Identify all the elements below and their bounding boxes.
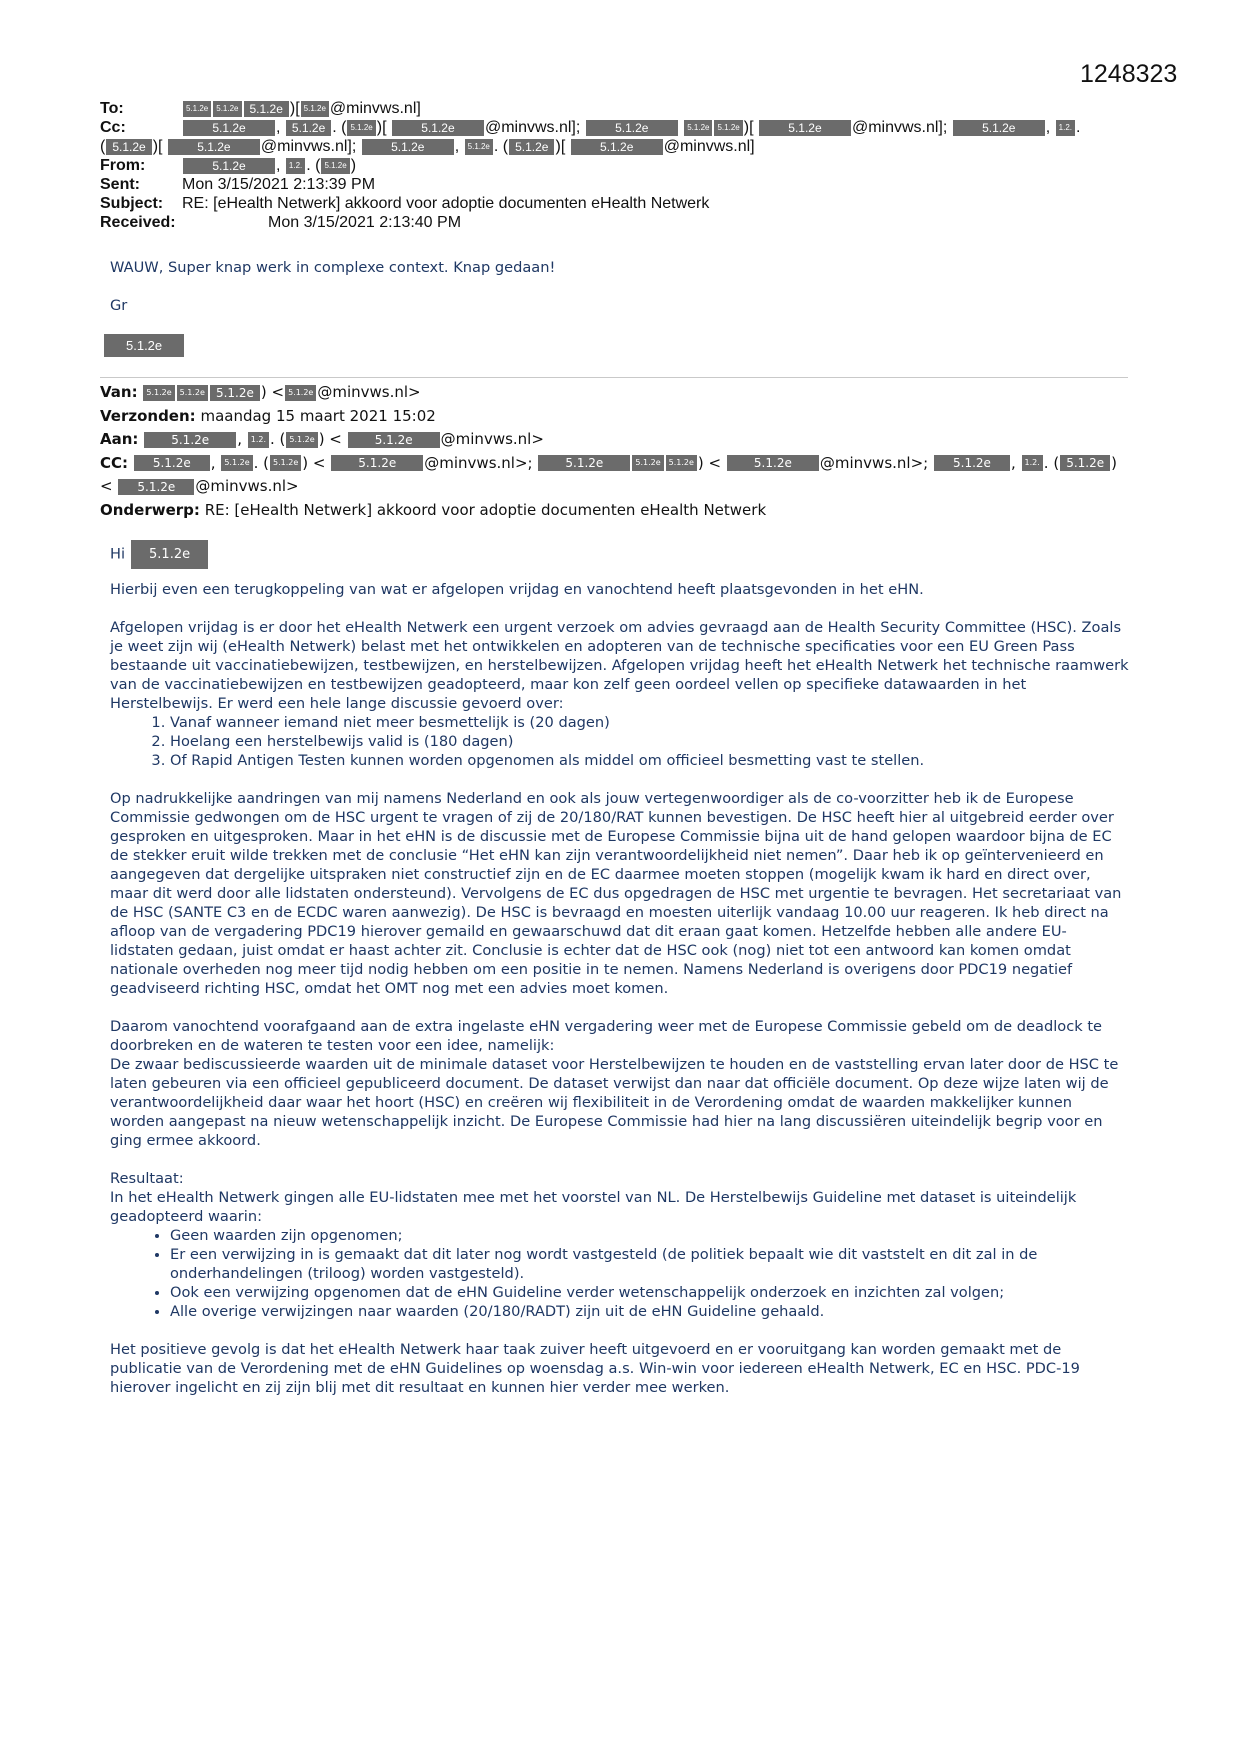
redaction: 1.2. (1022, 455, 1043, 471)
list-item: 3. Of Rapid Antigen Testen kunnen worden opgenomen als middel om officieel besmetting vast te stellen. (170, 751, 1130, 770)
redaction: 5.1.2e (321, 158, 349, 174)
to-label: To: (100, 100, 124, 117)
from-row: From: 5.1.2e , 1.2. . ( 5.1.2e ) (100, 157, 357, 174)
redaction: 5.1.2e (714, 120, 742, 136)
result-heading: Resultaat: (110, 1170, 184, 1187)
van-row: Van: 5.1.2e 5.1.2e 5.1.2e ) < 5.1.2e @minvws.nl> (100, 383, 421, 401)
list-item: 2. Hoelang een herstelbewijs valid is (180 dagen) (170, 732, 1130, 751)
onderwerp-value: RE: [eHealth Netwerk] akkoord voor adoptie documenten eHealth Netwerk (204, 500, 767, 519)
separator (100, 377, 1128, 378)
redaction: 5.1.2e (213, 101, 241, 117)
cc-row-2: ( 5.1.2e )[ 5.1.2e @minvws.nl]; 5.1.2e , 5.1.2e . ( 5.1.2e )[ 5.1.2e @minvws.nl] (100, 138, 755, 155)
verzonden-label: Verzonden: (100, 406, 196, 425)
redaction: 5.1.2e (465, 139, 493, 155)
redaction: 5.1.2e (362, 139, 454, 155)
redaction: 1.2. (286, 158, 305, 174)
redaction: 5.1.2e (759, 120, 851, 136)
van-label: Van: (100, 383, 138, 401)
onderwerp-label: Onderwerp: (100, 500, 200, 519)
redaction: 5.1.2e (286, 120, 331, 136)
signature-redaction: 5.1.2e (104, 334, 184, 357)
paragraph-6: Het positieve gevolg is dat het eHealth Netwerk haar taak zuiver heeft uitgevoerd en er vooruitgang kan worden gemaakt met de publicatie van de Verordening met de eHN Guidelines op woensdag a.s. Win-win voor iedereen eHealth Netwerk, EC en HSC. PDC-19 hierover ingelicht en zij zijn blij met dit resultaat en kunnen hier verder mee werken. (110, 1341, 1080, 1396)
email2-header (100, 381, 1140, 522)
paragraph-1: Hierbij even een terugkoppeling van wat er afgelopen vrijdag en vanochtend heeft plaatsgevonden in het eHN. (110, 581, 924, 598)
email-domain: @minvws.nl]; (851, 119, 948, 136)
redaction: 5.1.2e (285, 385, 316, 401)
email-domain: @minvws.nl> (195, 477, 299, 495)
list-item: • Er een verwijzing in is gemaakt dat dit later nog wordt vastgesteld (de politiek bepaalt wie dit vaststelt en dit zal in de onderhandelingen (triloog) worden vastgesteld). (170, 1245, 1130, 1283)
paragraph-2: Afgelopen vrijdag is er door het eHealth Netwerk een urgent verzoek om advies gevraagd aan de Health Security Committee (HSC). Zoals je weet zijn wij (eHealth Netwerk) belast met het ontwikkelen en adopteren van de technische specificaties voor een EU Green Pass bestaande uit vaccinatiebewijzen, testbewijzen, en herstelbewijzen. Afgelopen vrijdag heeft het eHealth Netwerk het technische raamwerk van de vaccinatiebewijzen en testbewijzen geadopteerd, maar kon zelf geen oordeel vellen op specifieke datawaarden in het Herstelbewijs. Er werd een hele lange discussie gevoerd over: (110, 619, 1129, 712)
cc-row: Cc: 5.1.2e , 5.1.2e . ( 5.1.2e )[ 5.1.2e @minvws.nl]; 5.1.2e 5.1.2e 5.1.2e )[ 5.1.2e @minvws.nl]; 5.1.2e , 1.2. . (100, 119, 1081, 136)
email-domain: @minvws.nl] (329, 100, 421, 117)
redaction: 5.1.2e (221, 455, 252, 471)
list-item: • Geen waarden zijn opgenomen; (170, 1226, 1130, 1245)
redaction: 5.1.2e (183, 158, 275, 174)
paragraph-5b: In het eHealth Netwerk gingen alle EU-lidstaten mee met het voorstel van NL. De Herstelbewijs Guideline met dataset is uiteindelijk geadopteerd waarin: (110, 1189, 1077, 1225)
paragraph-4b: De zwaar bediscussieerde waarden uit de minimale dataset voor Herstelbewijzen te houden en de vaststelling ervan later door de HSC te laten gebeuren via een officieel gepubliceerd document. De dataset verwijst dan naar dat officiële document. Op deze wijze laten wij de verantwoordelijkheid daar waar het hoort (HSC) en creëren wij flexibiliteit in de Verordening omdat de waarden makkelijker kunnen worden aangepast na nieuw wetenschappelijk inzicht. De Europese Commissie had hier na lang discussiëren uiteindelijk begrip voor en ging ermee akkoord. (110, 1056, 1119, 1149)
redaction: 5.1.2e (632, 455, 663, 471)
paragraph-4a: Daarom vanochtend voorafgaand aan de extra ingelaste eHN vergadering weer met de Europese Commissie gebeld om de deadlock te doorbreken en de wateren te testen voor een idee, namelijk: (110, 1018, 1103, 1054)
redaction: 5.1.2e (953, 120, 1045, 136)
onderwerp-row (100, 499, 1140, 523)
verzonden-row (100, 405, 1140, 429)
redaction: 5.1.2e (347, 120, 375, 136)
sent-label: Sent: (100, 176, 140, 193)
email2-body (110, 580, 1130, 1416)
to-row: To: 5.1.2e 5.1.2e 5.1.2e )[ 5.1.2e @minvws.nl] (100, 100, 421, 117)
redaction: 5.1.2e (301, 101, 329, 117)
redaction: 5.1.2e (183, 101, 211, 117)
hi-text: Hi (110, 545, 126, 563)
redaction: 5.1.2e (1060, 455, 1110, 471)
redaction: 5.1.2e (118, 479, 194, 495)
aan-row: Aan: 5.1.2e , 1.2. . ( 5.1.2e ) < 5.1.2e @minvws.nl> (100, 430, 544, 448)
redaction: 5.1.2e (210, 385, 260, 401)
email-domain: @minvws.nl] (663, 138, 755, 155)
redaction: 1.2. (1056, 120, 1075, 136)
list-item: 1. Vanaf wanneer iemand niet meer besmettelijk is (20 dagen) (170, 713, 1130, 732)
redaction: 5.1.2e (538, 455, 630, 471)
verzonden-value: maandag 15 maart 2021 15:02 (200, 406, 436, 425)
sent-row (100, 175, 1140, 194)
email1-header (100, 99, 1140, 232)
redaction: 5.1.2e (131, 540, 208, 569)
redaction: 5.1.2e (586, 120, 678, 136)
redaction: 5.1.2e (244, 101, 289, 117)
list-item: • Ook een verwijzing opgenomen dat de eHN Guideline verder wetenschappelijk onderzoek en inzichten zal volgen; (170, 1283, 1130, 1302)
paragraph-3: Op nadrukkelijke aandringen van mij namens Nederland en ook als jouw vertegenwoordiger als de co-voorzitter heb ik de Europese Commissie gedwongen om de HSC urgent te vragen of zij de 20/180/RAT kunnen bevestigen. De HSC heeft hier al uitgebreid eerder over gesproken en uitgesproken. Maar in het eHN is de discussie met de Europese Commissie bijna uit de hand gelopen waardoor bijna de EC de stekker eruit wilde trekken met de conclusie “Het eHN kan zijn verantwoordelijkheid niet nemen”. Daar heb ik op geïntervenieerd en aangegeven dat dergelijke uitspraken niet constructief zijn en de EC daarmee moeten stoppen (mogelijk kwam ik hard en direct over, maar dit werd door alle lidstaten ondersteund). Vervolgens de EC dus opgedragen de HSC met urgentie te bevragen. Het secretariaat van de HSC (SANTE C3 en de ECDC waren aanwezig). De HSC is bevraagd en moesten uiterlijk vandaag 10.00 uur reageren. Ik heb direct na afloop van de vergadering PDC19 hierover gemaild en gewaarschuwd dat dit eraan gaat komen. Hetzelfde hebben alle andere EU-lidstaten gedaan, juist omdat er haast achter zit. Conclusie is echter dat de HSC ook (nog) niet tot een antwoord kan komen omdat nationale overheden nog meer tijd nodig hebben om een positie in te nemen. Namens Nederland is overigens door PDC19 negatief geadviseerd richting HSC, omdat het OMT nog met een advies moet komen. (110, 790, 1122, 997)
redaction: 5.1.2e (509, 139, 554, 155)
email-domain: @minvws.nl> (317, 383, 421, 401)
cc-label: Cc: (100, 119, 126, 136)
received-row (100, 213, 1140, 232)
email-domain: @minvws.nl> (440, 430, 544, 448)
sent-value: Mon 3/15/2021 2:13:39 PM (182, 176, 376, 193)
redaction: 5.1.2e (177, 385, 208, 401)
cc2-row: CC: 5.1.2e , 5.1.2e . ( 5.1.2e ) < 5.1.2e @minvws.nl>; 5.1.2e 5.1.2e 5.1.2e ) < 5.1.2e @minvws.nl>; 5.1.2e , 1.2. . ( 5.1.2e ) (100, 453, 1117, 472)
redaction: 5.1.2e (934, 455, 1010, 471)
cc2-label: CC: (100, 453, 129, 472)
paragraph-4 (110, 1017, 1130, 1150)
subject-row (100, 194, 1140, 213)
result-list (110, 1226, 1130, 1321)
paragraph-5 (110, 1169, 1130, 1226)
greeting: Gr (110, 297, 128, 314)
hi-row (110, 540, 208, 569)
subject-value: RE: [eHealth Netwerk] akkoord voor adoptie documenten eHealth Netwerk (182, 195, 710, 212)
redaction: 5.1.2e (571, 139, 663, 155)
redaction: 5.1.2e (286, 432, 317, 448)
document-id: 1248323 (1080, 60, 1178, 88)
redaction: 5.1.2e (392, 120, 484, 136)
from-label: From: (100, 157, 146, 174)
email-domain: @minvws.nl]; (484, 119, 581, 136)
received-value: Mon 3/15/2021 2:13:40 PM (268, 214, 462, 231)
received-label: Received: (100, 214, 176, 231)
redaction: 5.1.2e (666, 455, 697, 471)
email1-body (110, 258, 1130, 315)
email-domain: @minvws.nl>; (819, 453, 929, 472)
redaction: 5.1.2e (183, 120, 275, 136)
redaction: 5.1.2e (143, 385, 174, 401)
redaction: 5.1.2e (144, 432, 236, 448)
subject-label: Subject: (100, 195, 164, 212)
redaction: 5.1.2e (106, 139, 151, 155)
redaction: 1.2. (248, 432, 269, 448)
email-domain: @minvws.nl]; (260, 138, 357, 155)
redaction: 5.1.2e (727, 455, 819, 471)
redaction: 5.1.2e (270, 455, 301, 471)
redaction: 5.1.2e (168, 139, 260, 155)
list-item: • Alle overige verwijzingen naar waarden (20/180/RADT) zijn uit de eHN Guideline gehaald. (170, 1302, 1130, 1321)
email-domain: @minvws.nl>; (424, 453, 533, 472)
redaction: 5.1.2e (134, 455, 210, 471)
redaction: 5.1.2e (348, 432, 440, 448)
question-list (110, 713, 1130, 770)
redaction: 5.1.2e (684, 120, 712, 136)
body-line: WAUW, Super knap werk in complexe context. Knap gedaan! (110, 259, 556, 276)
redaction: 5.1.2e (331, 455, 423, 471)
aan-label: Aan: (100, 430, 139, 448)
cc2-row-2: < 5.1.2e @minvws.nl> (100, 477, 299, 495)
